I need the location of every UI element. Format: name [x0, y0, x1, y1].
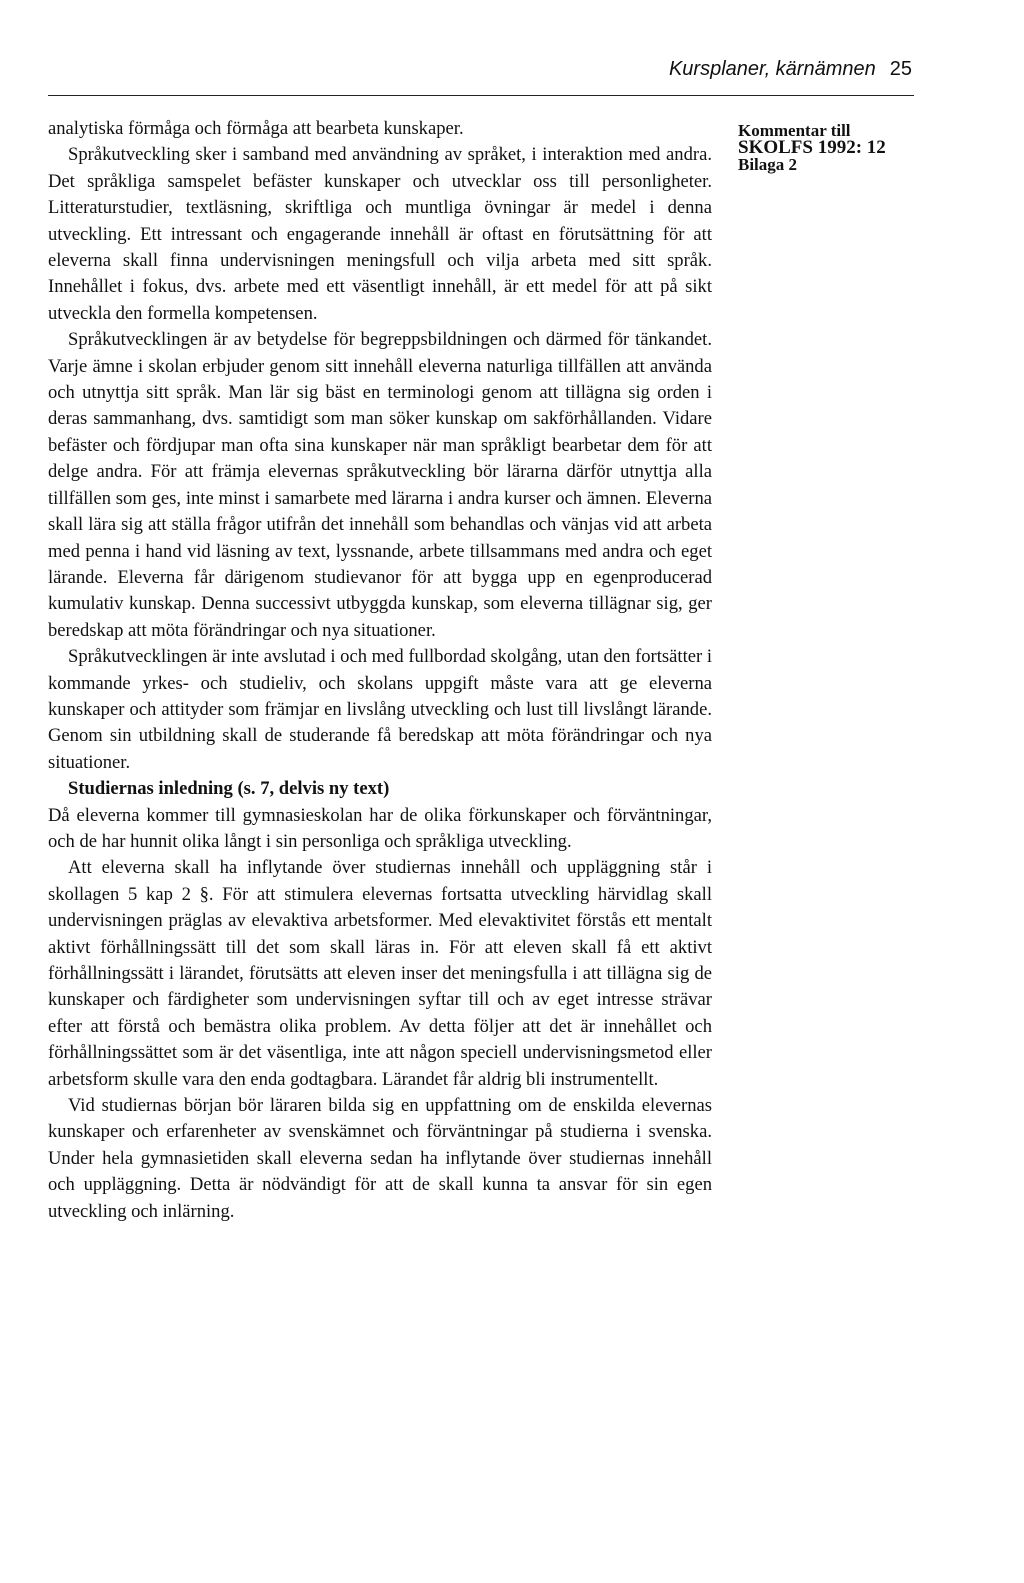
header-rule	[48, 95, 914, 96]
running-head	[669, 58, 912, 81]
paragraph: Språkutveckling sker i samband med användning av språket, i interaktion med andra. Det språkliga samspelet befäster kunskaper och utvecklar oss till personligheter. Litteraturstudier, textläsning, skriftliga och muntliga övningar är medel i denna utveckling. Ett intressant och engagerande innehåll är oftast en förutsättning för att eleverna skall finna undervisningen meningsfull och vilja arbeta med sitt språk. Innehållet i fokus, dvs. arbete med ett väsentligt innehåll, är ett medel för att på sikt utveckla den formella kompetensen.	[48, 144, 712, 324]
paragraph: Språkutvecklingen är av betydelse för begreppsbildningen och därmed för tänkandet. Varje ämne i skolan erbjuder genom sitt innehåll eleverna naturliga tillfällen att använda och utnyttja sitt språk. Man lär sig bäst en terminologi genom att tillägna sig orden i deras sammanhang, dvs. samtidigt som man söker kunskap om sakförhållanden. Vidare befäster och fördjupar man ofta sina kunskaper när man språkligt bearbetar dem för att delge andra. För att främja elevernas språkutveckling bör lärarna därför utnyttja alla tillfällen som ges, inte minst i samarbete med lärarna i andra kurser och ämnen. Eleverna skall lära sig att ställa frågor utifrån det innehåll som behandlas och vänjas vid att arbeta med penna i hand vid läsning av text, lyssnande, arbete tillsammans med andra och eget lärande. Eleverna får därigenom studievanor för att bygga upp en egenproducerad kumulativ kunskap. Denna successivt utbyggda kunskap, som eleverna tillägnar sig, ger beredskap att möta förändringar och nya situationer.	[48, 329, 712, 641]
page-number: 25	[889, 58, 912, 80]
margin-note-line: SKOLFS 1992: 12	[738, 137, 886, 158]
section-heading: Studiernas inledning (s. 7, delvis ny text)	[68, 778, 390, 800]
margin-note	[738, 122, 938, 173]
paragraph: Vid studiernas början bör läraren bilda sig en uppfattning om de enskilda elevernas kunskaper och erfarenheter av svenskämnet och förväntningar på studierna i svenska. Under hela gymnasietiden skall eleverna sedan ha inflytande över studiernas innehåll och uppläggning. Detta är nödvändigt för att de skall kunna ta ansvar för sin egen utveckling och inlärning.	[48, 1095, 712, 1222]
margin-note-line: Kommentar till	[738, 121, 851, 140]
running-title: Kursplaner, kärnämnen	[668, 58, 876, 80]
paragraph: Språkutvecklingen är inte avslutad i och med fullbordad skolgång, utan den fortsätter i kommande yrkes- och studieliv, och skolans uppgift måste vara att ge eleverna kunskaper och attityder som främjar en livslång utveckling och lust till livslångt lärande. Genom sin utbildning skall de studerande få beredskap att möta förändringar och nya situationer.	[48, 646, 712, 773]
body-text	[48, 116, 712, 1225]
paragraph: analytiska förmåga och förmåga att bearbeta kunskaper.	[48, 118, 464, 139]
paragraph: Då eleverna kommer till gymnasieskolan har de olika förkunskaper och förväntningar, och de har hunnit olika långt i sin personliga och språkliga utveckling.	[48, 804, 712, 852]
margin-note-line: Bilaga 2	[738, 155, 798, 174]
paragraph: Att eleverna skall ha inflytande över studiernas innehåll och uppläggning står i skollagen 5 kap 2 §. För att stimulera elevernas fortsatta utveckling härvidlag skall undervisningen präglas av elevaktiva arbetsformer. Med elevaktivitet förstås ett mentalt aktivt förhållningssätt till det som skall läras in. För att eleven skall få ett aktivt förhållningssätt i lärandet, förutsätts att eleven inser det meningsfulla i att tillägna sig de kunskaper och färdigheter som undervisningen syftar till och av eget intresse strävar efter att förstå och bemästra olika problem. Av detta följer att det är innehållet och förhållningssättet som är det väsentliga, inte att någon speciell undervisningsmetod eller arbetsform skulle vara den enda godtagbara. Lärandet får aldrig bli instrumentellt.	[48, 857, 712, 1090]
